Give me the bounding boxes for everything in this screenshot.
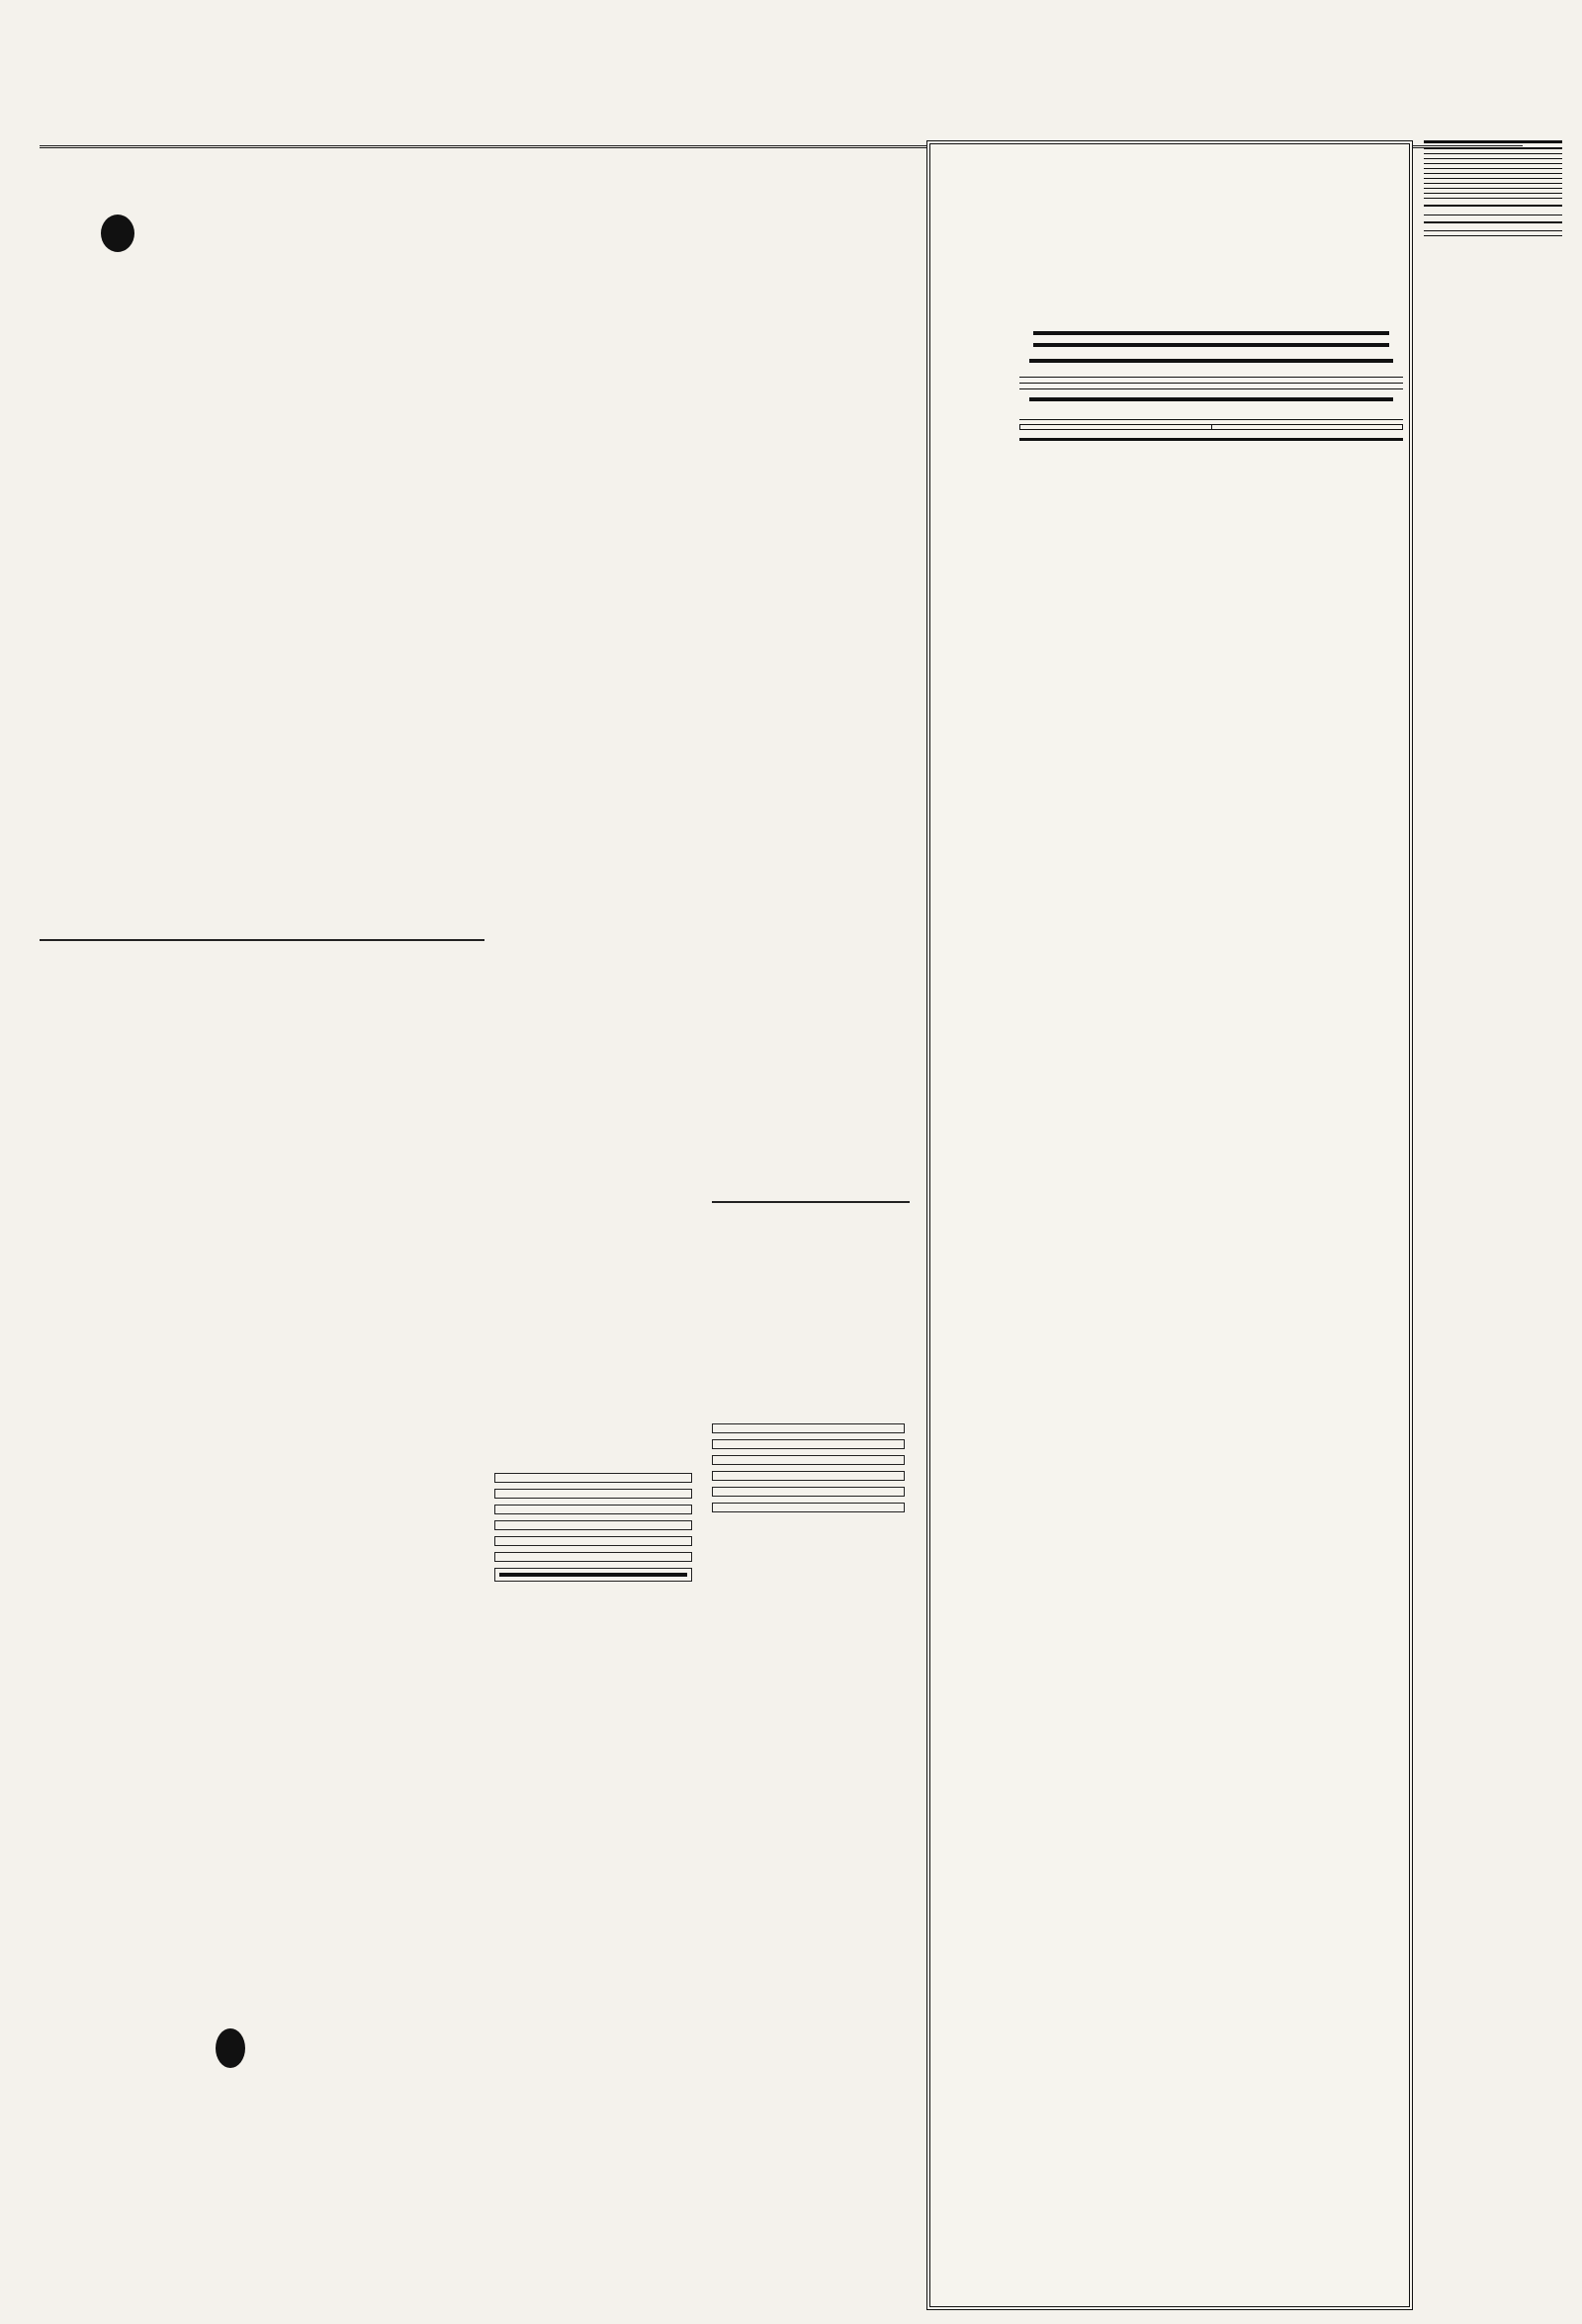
lottery-vertical-title: [936, 312, 1006, 2300]
gym-school-headline: [1424, 221, 1562, 226]
lead-article-body: [38, 265, 685, 937]
second-draw-heading: [1029, 397, 1393, 401]
econ-section: [1424, 178, 1562, 179]
ad-louizidis: [712, 1471, 905, 1481]
right-ads-column: [712, 1423, 905, 2195]
lottery-footer: [1019, 438, 1403, 445]
econ-subhead: [1424, 153, 1562, 154]
electric-gifts-headline: [1424, 205, 1562, 211]
econ-section: [1424, 168, 1562, 169]
lottery-body: [1019, 317, 1403, 2300]
ad-kamaristis: [712, 1455, 905, 1465]
ad-mamalis: [494, 1536, 692, 1546]
ad-panagiotou: [712, 1503, 905, 1512]
notices-block: [40, 1849, 237, 1987]
ad-tsakiris: [494, 1520, 692, 1530]
gym-school-sign: [1424, 235, 1562, 236]
ad-parisis: [494, 1473, 692, 1483]
circulation-heading: [1019, 417, 1403, 420]
ink-blot: [101, 215, 134, 252]
economic-life-column: [1424, 140, 1562, 2310]
ad-psachnoudis: [494, 1489, 692, 1499]
lunch-article-body: [38, 1058, 483, 1839]
econ-section: [1424, 163, 1562, 164]
ad-kostoulas: [494, 1505, 692, 1514]
econ-headline: [1424, 140, 1562, 149]
lottery-title: [930, 144, 1409, 307]
prize-line: [1019, 387, 1403, 389]
ad-empros: [494, 1552, 692, 1562]
ink-blot: [216, 2028, 245, 2068]
gym-school-name: [1424, 230, 1562, 231]
ad-oikonomou: [712, 1423, 905, 1433]
tourism-article: [712, 1201, 910, 1213]
lottery-advertisement: [926, 140, 1413, 2310]
prize-line: [1019, 375, 1403, 378]
lead-column-1: [38, 265, 248, 937]
lead-headline: [38, 158, 680, 257]
econ-section: [1424, 188, 1562, 189]
econ-section: [1424, 193, 1562, 194]
prize-line: [1019, 381, 1403, 384]
ad-furniture: [494, 1568, 692, 1582]
lead-column-3: [475, 265, 685, 937]
ad-chardavellas: [712, 1439, 905, 1449]
lunch-column-2: [264, 1058, 483, 1839]
econ-section: [1424, 183, 1562, 184]
lead-column-2: [256, 265, 467, 937]
ad-grigoriadou: [712, 1487, 905, 1497]
lottery-banner: [1033, 331, 1389, 347]
table-header-cell: [1211, 425, 1403, 430]
econ-section: [1424, 158, 1562, 159]
table-header-cell: [1020, 425, 1212, 430]
first-draw-heading: [1029, 359, 1393, 363]
series-table: [1019, 424, 1403, 430]
econ-section: [1424, 198, 1562, 199]
lunch-headline: [40, 939, 484, 1048]
lunch-column-1: [38, 1058, 256, 1839]
econ-section: [1424, 173, 1562, 174]
classified-ads: [494, 1473, 692, 1588]
ad-title: [499, 1573, 687, 1577]
table-header: [1020, 425, 1403, 430]
